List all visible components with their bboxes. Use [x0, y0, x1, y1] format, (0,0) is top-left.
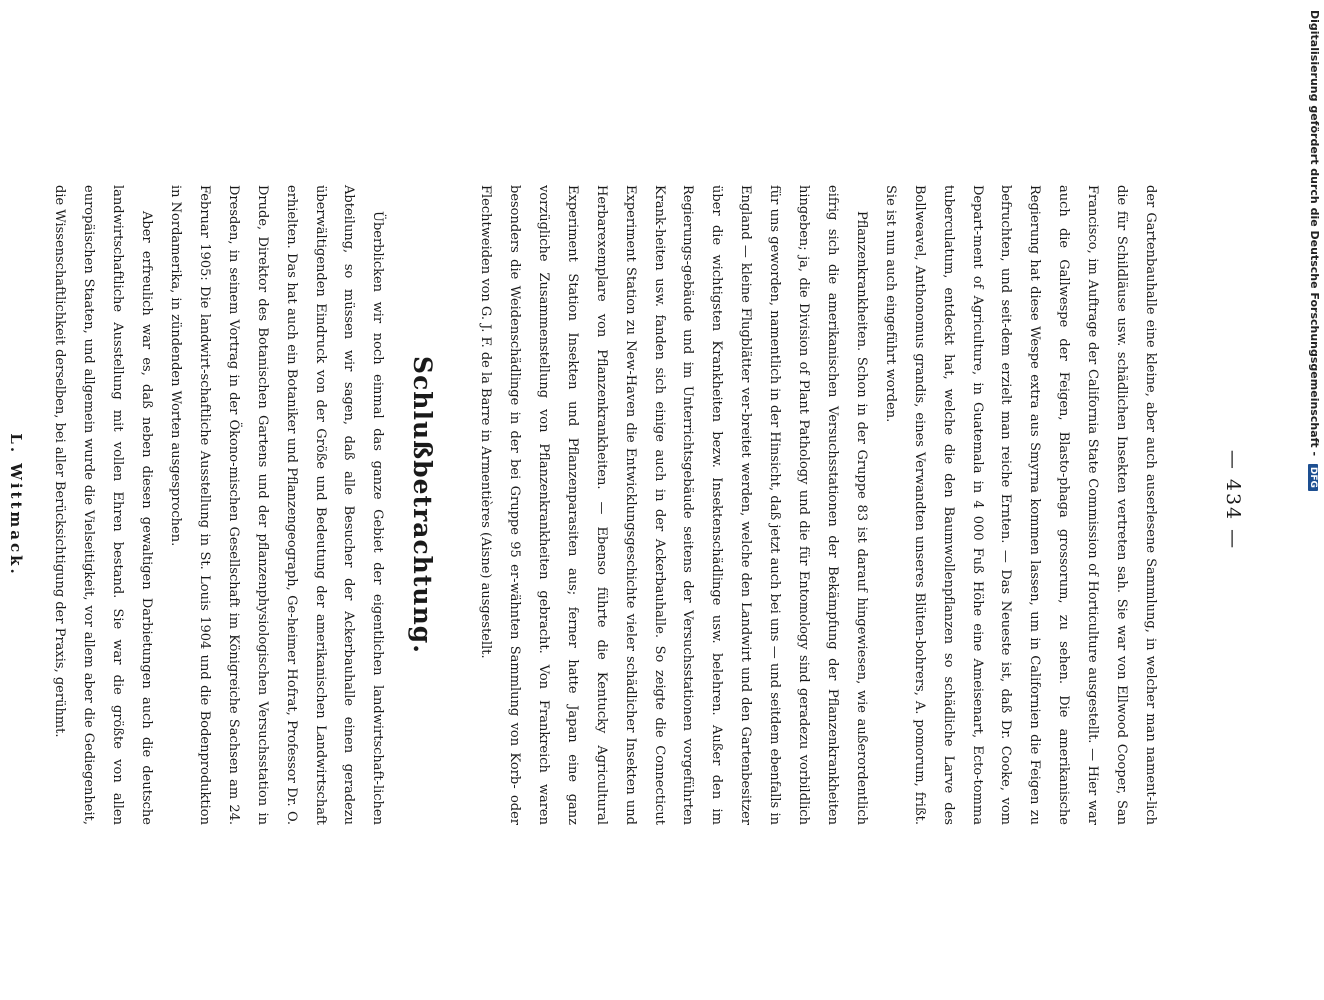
- digitization-credit: [1305, 10, 1321, 488]
- credit-text: Digitalisierung gefördert durch die Deutsche Forschungsgemeinschaft -: [1308, 10, 1321, 457]
- page-number: — 434 —: [1222, 449, 1244, 551]
- paragraph-insects: der Gartenbauhalle eine kleine, aber auch auserlesene Sammlung, in welcher man nament-lich die für Schildläuse usw. schädlichen Insekten vertreten sah. Sie war von Ellwood Cooper, San Francisco, im Auftrage der California State Commission of Horticulture ausgestellt. — Hier war auch die Gallwespe der Feigen, Blasto-phaga grossorum, zu sehen. Die amerikanische Regierung hat diese Wespe extra aus Smyrna kommen lassen, um in Californien die Feigen zu befruchten, und seit-dem erzielt man reiche Ernten. — Das Neueste ist, daß Dr. Cooke, vom Depart-ment of Agriculture, in Guatemala in 4 000 Fuß Höhe eine Ameisenart, Ecto-tomma tuberculatum, entdeckt hat, welche die den Baumwollenpflanzen so schädliche Larve des Bollweavel, Anthonomus grandis, eines Verwandten unseres Blüten-bohrers, A. pomorum, frißt. Sie ist nun auch eingeführt worden.: [882, 185, 1158, 825]
- section-heading: Schlußbetrachtung.: [408, 356, 438, 654]
- page-content: [2, 185, 1164, 825]
- paragraph-plant-diseases: Pflanzenkrankheiten. Schon in der Gruppe 83 ist darauf hingewiesen, wie außerordentlich eifrig sich die amerikanischen Versuchsstationen der Bekämpfung der Pflanzenkrankheiten hingeben; ja, die Division of Plant Pathology und die für Entomology sind geradezu vorbildlich für uns geworden, namentlich in der Hinsicht, daß jetzt auch bei uns — und seitdem ebenfalls in England — kleine Flugblätter ver-breitet werden, welche den Landwirt und den Gartenbesitzer über die wichtigsten Krankheiten bezw. Insektenschädlinge usw. belehren. Außer den im Regierungs-gebäude und im Unterrichtsgebäude seitens der Versuchsstationen vorgeführten Krank-heiten usw. fanden sich einige auch in der Ackerbauhalle. So zeigte die Connecticut Experiment Station zu New-Haven die Entwicklungsgeschichte vieler schädlicher Insekten und Herbarexemplare von Pflanzenkrankheiten. — Ebenso führte die Kentucky Agricultural Experiment Station Insekten und Pflanzenparasiten aus; ferner hatte Japan eine ganz vorzügliche Zusammenstellung von Pflanzenkrankheiten gebracht. Von Frankreich waren besonders die Weidenschädlinge in der bei Gruppe 95 er-wähnten Sammlung von Korb- oder Flechtweiden von G. J. F. de la Barre in Armentières (Aisne) ausgestellt.: [478, 185, 869, 825]
- paragraph-conclusion-2: Aber erfreulich war es, daß neben diesen gewaltigen Darbietungen auch die deutsche landwirtschaftliche Ausstellung mit vollen Ehren bestand. Sie war die größte von allen europäischen Staaten, und allgemein wurde die Vielseitigkeit, vor allem aber die Gediegenheit, die Wissenschaftlichkeit derselben, bei aller Berücksichtigung der Praxis, gerühmt.: [52, 185, 155, 825]
- dfg-logo: DFG: [1308, 464, 1318, 491]
- author-signature: L. Wittmack.: [7, 433, 26, 577]
- paragraph-conclusion-1: Überblicken wir noch einmal das ganze Gebiet der eigentlichen landwirtschaft-lichen Abteilung, so müssen wir sagen, daß alle Besucher der Ackerbauhalle einen geradezu überwältigenden Eindruck von der Größe und Bedeutung der amerikanischen Landwirtschaft erhielten. Das hat auch ein Botaniker und Pflanzengeograph, Ge-heimer Hofrat, Professor Dr. O. Drude, Direktor des Botanischen Gartens und der pflanzenphysiologischen Versuchsstation in Dresden, in seinem Vortrag in der Ökono-mischen Gesellschaft im Königreiche Sachsen am 24. Februar 1905: Die landwirt-schaftliche Ausstellung in St. Louis 1904 und die Bodenproduktion in Nordamerika, in zündenden Worten ausgesprochen.: [168, 185, 386, 825]
